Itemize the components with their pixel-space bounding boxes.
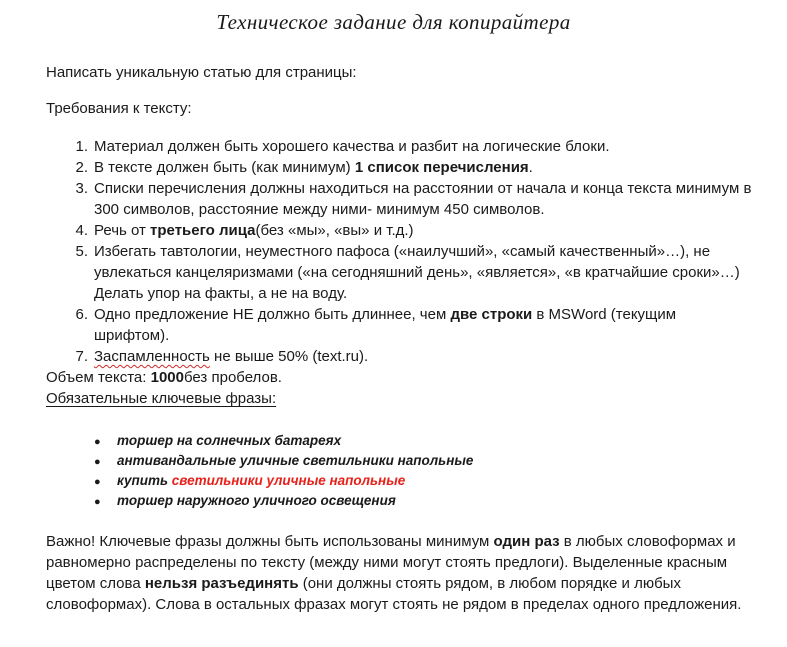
important-note	[46, 531, 746, 615]
keyword-item	[117, 473, 405, 488]
requirement-text: Одно предложение НЕ должно быть длиннее, чем	[94, 306, 451, 323]
requirement-item	[94, 346, 754, 367]
list-number: 7.	[75, 348, 88, 365]
requirement-text: В тексте должен быть (как минимум)	[94, 159, 355, 176]
requirement-item	[94, 220, 754, 241]
requirement-text: в MSWord (текущим шрифтом).	[94, 306, 677, 344]
list-number: 3.	[75, 180, 88, 197]
requirements-heading: Требования к тексту:	[46, 100, 192, 117]
keywords-heading: Обязательные ключевые фразы:	[46, 390, 277, 407]
requirement-bold: третьего лица	[150, 222, 256, 239]
volume-label: Объем текста:	[46, 369, 151, 386]
bullet-icon: ●	[94, 496, 101, 508]
keyword-item: антивандальные уличные светильники напольные	[117, 453, 474, 468]
bullet-icon: ●	[94, 476, 101, 488]
requirement-text: (без «мы», «вы» и т.д.)	[255, 222, 414, 239]
bullet-icon: ●	[94, 456, 101, 468]
document-title: Техническое задание для копирайтера	[216, 10, 571, 34]
requirement-item	[94, 136, 754, 157]
requirement-bold: две строки	[450, 306, 533, 323]
note-text: в любых словоформах и равномерно распределены по тексту (между ними могут стоять предлоги). Выделенные красным цветом слова	[46, 533, 736, 592]
keyword-highlight: светильники уличные напольные	[171, 473, 406, 488]
spellcheck-word: Заспамленность	[94, 348, 210, 365]
note-bold: нельзя разъединять	[144, 575, 299, 592]
note-text: Важно! Ключевые фразы должны быть использованы минимум	[46, 533, 494, 550]
requirement-item	[94, 241, 754, 304]
keyword-item: торшер на солнечных батареях	[117, 433, 342, 448]
list-number: 6.	[75, 306, 88, 323]
requirement-item	[94, 178, 754, 220]
requirement-text: Речь от	[94, 222, 151, 239]
requirement-item	[94, 157, 754, 178]
bullet-icon: ●	[94, 436, 101, 448]
volume-suffix: без пробелов.	[184, 369, 282, 386]
list-number: 4.	[75, 222, 88, 239]
note-bold: один раз	[493, 533, 560, 550]
volume-value: 1000	[150, 369, 184, 386]
note-text: (они должны стоять рядом, в любом порядке и любых словоформах). Слова в остальных фразах могут стоять не рядом в пределах одного предложения.	[46, 575, 742, 613]
requirement-text: .	[528, 159, 533, 176]
requirement-text: Избегать тавтологии, неуместного пафоса («наилучший», «самый качественный»…), не увлекаться канцеляризмами («на сегодняшний день», «является», «в кратчайшие сроки»…) Делать упор на факты, а не на воду.	[94, 243, 740, 302]
list-number: 2.	[75, 159, 88, 176]
keyword-item: торшер наружного уличного освещения	[117, 493, 396, 508]
requirement-bold: 1 список перечисления	[354, 159, 529, 176]
text-volume-line	[46, 369, 282, 386]
requirement-text: не выше 50% (text.ru).	[209, 348, 369, 365]
requirement-item	[94, 304, 754, 346]
keyword-text: купить	[117, 473, 172, 488]
list-number: 5.	[75, 243, 88, 260]
requirement-text: Материал должен быть хорошего качества и разбит на логические блоки.	[94, 138, 610, 155]
intro-line: Написать уникальную статью для страницы:	[46, 64, 357, 81]
list-number: 1.	[75, 138, 88, 155]
requirement-text: Списки перечисления должны находиться на расстоянии от начала и конца текста минимум в 300 символов, расстояние между ними- минимум 450 символов.	[94, 180, 752, 218]
